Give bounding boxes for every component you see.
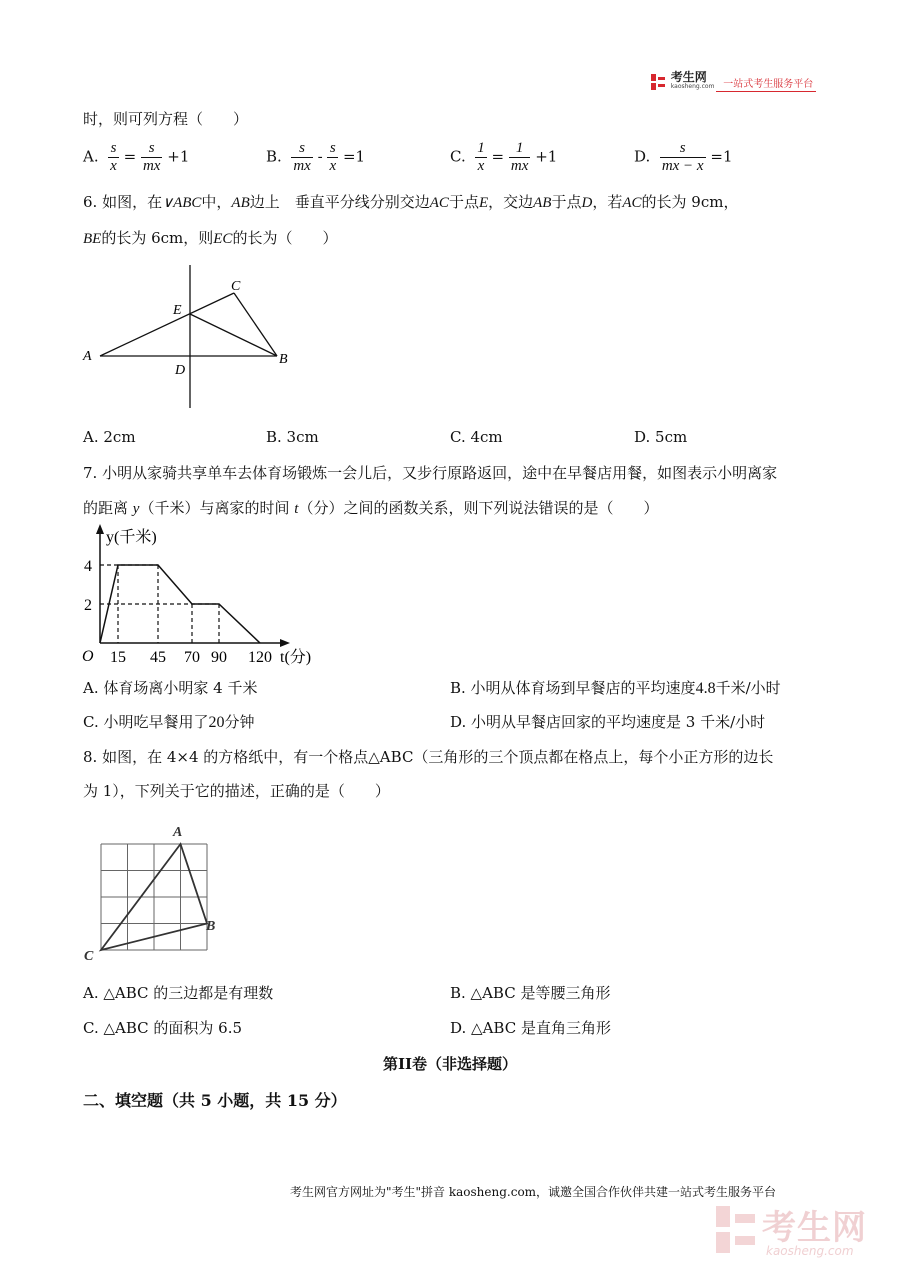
grid	[101, 844, 207, 950]
segment-cb	[234, 293, 277, 356]
label-c: C	[84, 949, 94, 964]
fraction: $\frac{s}{x}$	[110, 140, 117, 174]
y-tick-label: 2	[84, 597, 92, 614]
x-tick-label: 70	[184, 649, 200, 666]
y-axis-arrow-icon	[96, 524, 104, 534]
watermark-text: 考生网	[762, 1208, 867, 1248]
q7-distance-time-chart	[78, 522, 328, 670]
label-a: A	[173, 825, 183, 840]
q6-stem-line2: BE的长为 6cm，则EC的长为（ ）	[83, 229, 338, 247]
q5-option-c[interactable]: C. $\frac{1}{x}$ = $\frac{1}{mx}$ +1	[450, 140, 558, 174]
q5-option-d[interactable]: D. $\frac{s}{mx - x}$ =1	[634, 140, 733, 174]
fraction: $\frac{s}{mx}$	[293, 140, 311, 174]
q6-option-d[interactable]: D. 5cm	[634, 428, 688, 446]
q8-stem-line1: 8. 如图，在 4×4 的方格纸中，有一个格点△ABC（三角形的三个顶点都在格点上，每个小正方形的边长	[83, 748, 774, 766]
label-e: E	[173, 303, 182, 318]
x-tick-label: 45	[150, 649, 166, 666]
x-tick-label: 120	[248, 649, 272, 666]
fraction: $\frac{s}{mx - x}$	[661, 140, 704, 174]
label-a: A	[83, 349, 92, 364]
q7-stem-line1: 7. 小明从家骑共享单车去体育场锻炼一会儿后，又步行原路返回，途中在早餐店用餐，如图表示小明离家	[83, 464, 778, 482]
q8-stem-line2: 为 1），下列关于它的描述，正确的是（ ）	[83, 782, 390, 800]
q7-option-a[interactable]: A. 体育场离小明家 4 千米	[83, 679, 258, 697]
logo-sub: kaosheng.com	[670, 83, 715, 90]
q6-option-a[interactable]: A. 2cm	[83, 428, 136, 446]
q8-option-c[interactable]: C. △ABC 的面积为 6.5	[83, 1019, 243, 1037]
q7-option-b[interactable]: B. 小明从体育场到早餐店的平均速度4.8千米/小时	[450, 679, 781, 697]
label-b: B	[206, 919, 216, 934]
label-d: D	[175, 363, 186, 378]
q5-option-a[interactable]: A. $\frac{s}{x}$ = $\frac{s}{mx}$ +1	[83, 140, 190, 174]
logo-text: 考生网	[670, 70, 707, 84]
footer-text: 考生网官方网址为"考生"拼音 kaosheng.com，诚邀全国合作伙伴共建一站式考生服务平台	[290, 1185, 777, 1199]
y-axis-label: y(千米)	[106, 529, 157, 546]
q7-option-d[interactable]: D. 小明从早餐店回家的平均速度是 3 千米/小时	[450, 713, 766, 731]
x-tick-label: 90	[211, 649, 227, 666]
section-title: 第II卷（非选择题）	[382, 1055, 518, 1073]
q8-option-d[interactable]: D. △ABC 是直角三角形	[450, 1019, 611, 1037]
q8-option-a[interactable]: A. △ABC 的三边都是有理数	[83, 984, 274, 1002]
header-rule	[716, 91, 816, 92]
label-b: B	[279, 352, 288, 367]
q6-option-b[interactable]: B. 3cm	[266, 428, 319, 446]
segment-eb	[190, 314, 277, 356]
logo-mark-icon	[650, 73, 666, 91]
label-c: C	[231, 279, 241, 294]
fraction: $\frac{s}{mx}$	[142, 140, 161, 174]
q7-option-c[interactable]: C. 小明吃早餐用了20分钟	[83, 713, 255, 731]
fraction: $\frac{1}{mx}$	[510, 140, 529, 174]
q6-figure	[80, 260, 300, 412]
watermark-sub: kaosheng.com	[766, 1244, 854, 1258]
fraction: $\frac{s}{x}$	[329, 140, 337, 174]
header-tagline: 一站式考生服务平台	[723, 78, 814, 90]
origin-label: O	[82, 648, 94, 665]
q5-stem-tail: 时，则可列方程（ ）	[83, 110, 249, 128]
y-tick-label: 4	[84, 558, 92, 575]
q8-option-b[interactable]: B. △ABC 是等腰三角形	[450, 984, 611, 1002]
segment-ac	[100, 293, 234, 356]
part2-heading: 二、填空题（共 5 小题，共 15 分）	[83, 1091, 347, 1110]
fraction: $\frac{1}{x}$	[477, 140, 485, 174]
q6-option-c[interactable]: C. 4cm	[450, 428, 503, 446]
q7-stem-line2: 的距离 y（千米）与离家的时间 t（分）之间的函数关系，则下列说法错误的是（ ）	[83, 499, 659, 517]
q8-grid-figure	[80, 820, 225, 965]
q5-option-b[interactable]: B. $\frac{s}{mx}$ - $\frac{s}{x}$ =1	[266, 140, 366, 174]
q6-stem-line1: 6. 如图，在∨ABC中，AB边上 垂直平分线分别交边AC于点E，交边AB于点D，若AC的长为 9cm，	[83, 193, 739, 211]
x-axis-arrow-icon	[280, 639, 290, 647]
watermark-logo-icon	[714, 1204, 758, 1256]
x-axis-label: t(分)	[280, 649, 312, 666]
x-tick-label: 15	[110, 649, 126, 666]
watermark	[714, 1198, 884, 1268]
